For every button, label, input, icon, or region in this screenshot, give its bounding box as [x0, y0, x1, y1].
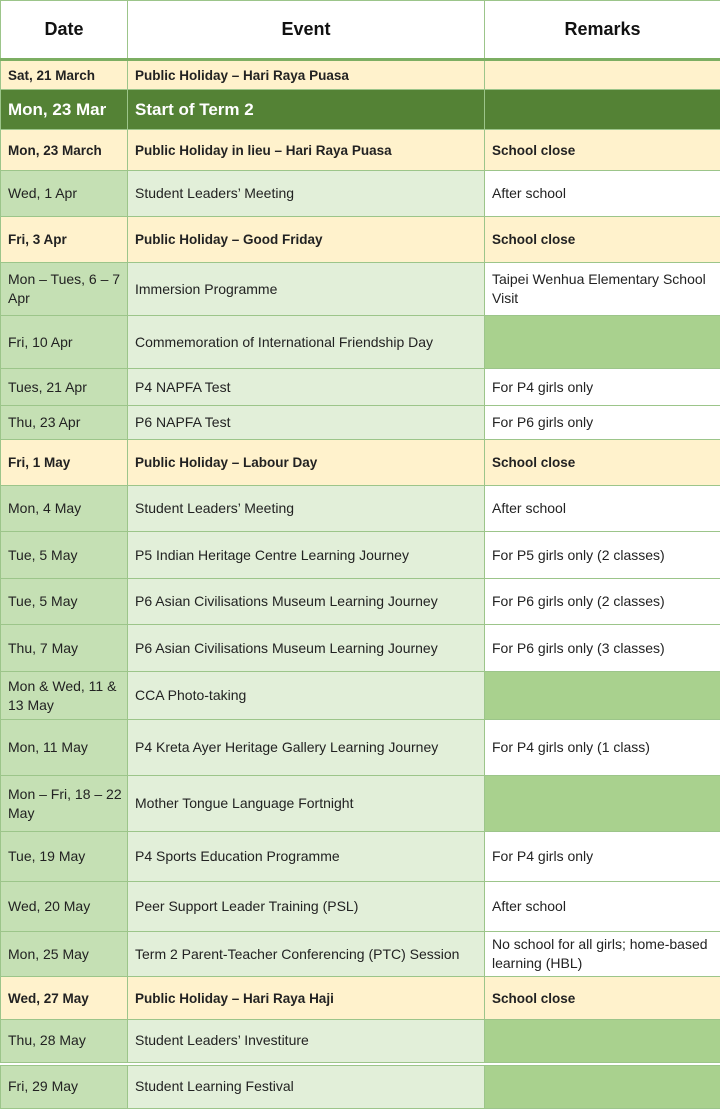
remarks-cell: Taipei Wenhua Elementary School Visit [485, 263, 720, 316]
date-cell: Mon, 23 Mar [1, 90, 128, 130]
remarks-cell: For P4 girls only [485, 832, 720, 882]
remarks-cell: For P6 girls only (3 classes) [485, 625, 720, 672]
date-cell: Fri, 1 May [1, 440, 128, 486]
remarks-cell: For P6 girls only (2 classes) [485, 579, 720, 625]
remarks-cell: School close [485, 977, 720, 1020]
remarks-cell [485, 1064, 720, 1109]
date-cell: Thu, 28 May [1, 1020, 128, 1064]
remarks-cell: After school [485, 882, 720, 932]
event-cell: Public Holiday – Good Friday [128, 217, 485, 263]
header-row [1, 1, 720, 60]
date-cell: Fri, 10 Apr [1, 316, 128, 369]
event-cell: P4 Sports Education Programme [128, 832, 485, 882]
remarks-cell: For P4 girls only [485, 369, 720, 406]
date-cell: Tue, 5 May [1, 579, 128, 625]
date-cell: Mon, 25 May [1, 932, 128, 977]
table-row [1, 440, 720, 486]
date-cell: Wed, 27 May [1, 977, 128, 1020]
remarks-cell: School close [485, 217, 720, 263]
remarks-cell [485, 60, 720, 90]
table-row [1, 60, 720, 90]
date-cell: Wed, 20 May [1, 882, 128, 932]
event-cell: P6 Asian Civilisations Museum Learning Journey [128, 625, 485, 672]
table-row [1, 90, 720, 130]
event-cell: Student Leaders’ Investiture [128, 1020, 485, 1064]
remarks-cell: School close [485, 130, 720, 171]
date-cell: Fri, 3 Apr [1, 217, 128, 263]
event-cell: Public Holiday – Labour Day [128, 440, 485, 486]
event-cell: P6 Asian Civilisations Museum Learning Journey [128, 579, 485, 625]
table-row [1, 672, 720, 720]
date-cell: Fri, 29 May [1, 1064, 128, 1109]
table-row [1, 932, 720, 977]
date-cell: Mon, 4 May [1, 486, 128, 532]
event-cell: Term 2 Parent-Teacher Conferencing (PTC) Session [128, 932, 485, 977]
event-cell: P4 NAPFA Test [128, 369, 485, 406]
table-row [1, 720, 720, 776]
remarks-cell [485, 316, 720, 369]
date-cell: Tue, 19 May [1, 832, 128, 882]
remarks-cell [485, 90, 720, 130]
table-row [1, 882, 720, 932]
table-row [1, 625, 720, 672]
table-row [1, 486, 720, 532]
event-cell: Start of Term 2 [128, 90, 485, 130]
event-cell: Student Leaders’ Meeting [128, 171, 485, 217]
remarks-cell: For P6 girls only [485, 406, 720, 440]
event-cell: P5 Indian Heritage Centre Learning Journey [128, 532, 485, 579]
table-row [1, 977, 720, 1020]
table-row [1, 217, 720, 263]
event-cell: Commemoration of International Friendship Day [128, 316, 485, 369]
event-cell: Public Holiday – Hari Raya Puasa [128, 60, 485, 90]
remarks-cell: After school [485, 171, 720, 217]
event-cell: Mother Tongue Language Fortnight [128, 776, 485, 832]
table-row [1, 369, 720, 406]
table-row [1, 579, 720, 625]
table-row [1, 1020, 720, 1064]
table-row [1, 171, 720, 217]
event-cell: Student Learning Festival [128, 1064, 485, 1109]
date-cell: Tue, 5 May [1, 532, 128, 579]
date-cell: Wed, 1 Apr [1, 171, 128, 217]
table-row [1, 316, 720, 369]
header-event: Event [128, 1, 485, 60]
header-date: Date [1, 1, 128, 60]
event-cell: Immersion Programme [128, 263, 485, 316]
event-cell: Peer Support Leader Training (PSL) [128, 882, 485, 932]
event-cell: P6 NAPFA Test [128, 406, 485, 440]
date-cell: Thu, 7 May [1, 625, 128, 672]
table-row [1, 832, 720, 882]
event-cell: CCA Photo-taking [128, 672, 485, 720]
date-cell: Mon – Tues, 6 – 7 Apr [1, 263, 128, 316]
date-cell: Sat, 21 March [1, 60, 128, 90]
date-cell: Tues, 21 Apr [1, 369, 128, 406]
remarks-cell [485, 672, 720, 720]
event-cell: Public Holiday in lieu – Hari Raya Puasa [128, 130, 485, 171]
table-row [1, 130, 720, 171]
remarks-cell: School close [485, 440, 720, 486]
date-cell: Mon, 11 May [1, 720, 128, 776]
table-row [1, 263, 720, 316]
table-row [1, 1064, 720, 1109]
event-cell: Student Leaders’ Meeting [128, 486, 485, 532]
date-cell: Mon & Wed, 11 & 13 May [1, 672, 128, 720]
remarks-cell: For P4 girls only (1 class) [485, 720, 720, 776]
table-row [1, 532, 720, 579]
remarks-cell [485, 1020, 720, 1064]
remarks-cell [485, 776, 720, 832]
date-cell: Mon, 23 March [1, 130, 128, 171]
table-row [1, 406, 720, 440]
date-cell: Mon – Fri, 18 – 22 May [1, 776, 128, 832]
table-row [1, 776, 720, 832]
remarks-cell: No school for all girls; home-based learning (HBL) [485, 932, 720, 977]
event-cell: P4 Kreta Ayer Heritage Gallery Learning Journey [128, 720, 485, 776]
remarks-cell: For P5 girls only (2 classes) [485, 532, 720, 579]
remarks-cell: After school [485, 486, 720, 532]
header-remarks: Remarks [485, 1, 720, 60]
date-cell: Thu, 23 Apr [1, 406, 128, 440]
event-cell: Public Holiday – Hari Raya Haji [128, 977, 485, 1020]
